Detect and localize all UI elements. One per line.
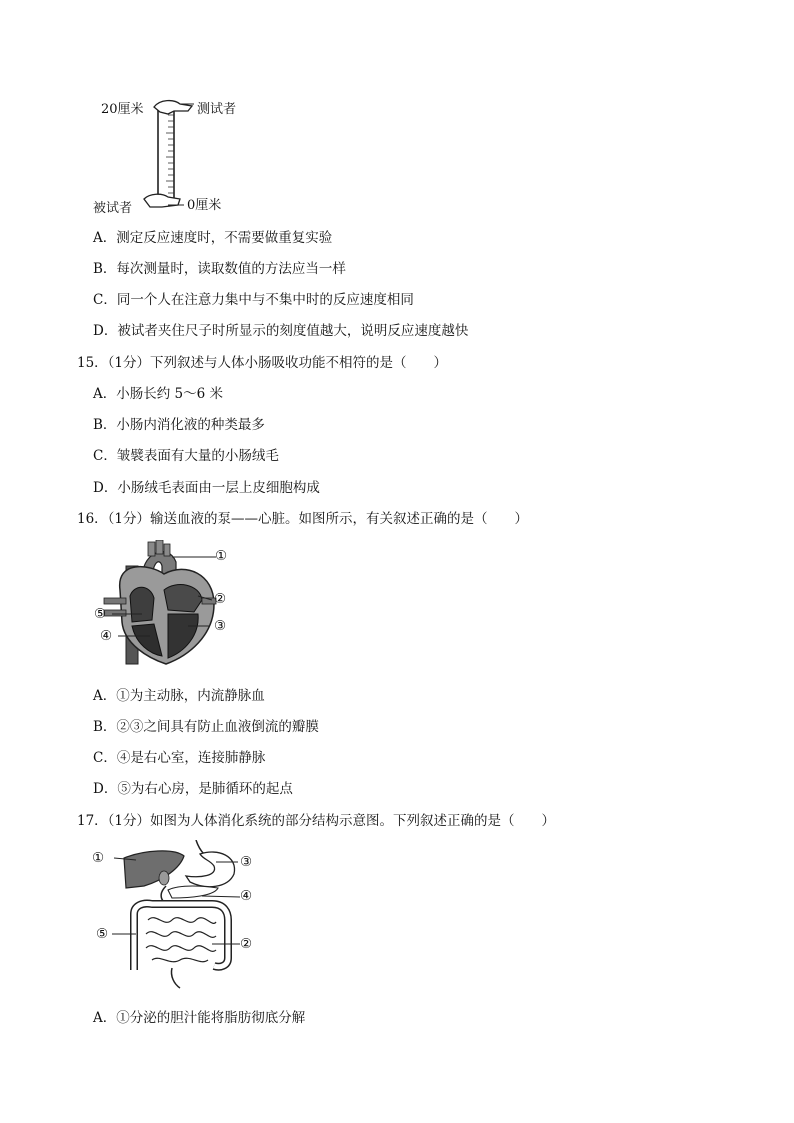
q15-option-c: C．皱襞表面有大量的小肠绒毛 [93,448,279,464]
heart-label-5: ⑤ [94,606,107,622]
q16-option-c: C．④是右心室，连接肺静脉 [93,750,266,766]
q17-stem: 17．（1分）如图为人体消化系统的部分结构示意图。下列叙述正确的是（ ） [77,813,556,829]
q15-option-a: A．小肠长约 5～6 米 [93,386,224,402]
ruler-label-bottom: 0厘米 [187,198,222,213]
ruler-label-tester: 测试者 [197,102,237,117]
q14-option-b: B．每次测量时，读取数值的方法应当一样 [93,261,346,277]
heart-label-1: ① [215,548,228,564]
digestive-label-1: ① [92,850,105,866]
heart-label-3: ③ [214,618,227,634]
q17-option-a: A．①分泌的胆汁能将脂肪彻底分解 [93,1010,306,1026]
digestive-label-4: ④ [240,888,253,904]
q14-option-d: D．被试者夹住尺子时所显示的刻度值越大，说明反应速度越快 [93,323,469,339]
q16-stem: 16．（1分）输送血液的泵——心脏。如图所示，有关叙述正确的是（ ） [77,511,529,527]
q15-option-d: D．小肠绒毛表面由一层上皮细胞构成 [93,480,320,496]
q15-stem: 15．（1分）下列叙述与人体小肠吸收功能不相符的是（ ） [77,355,448,371]
ruler-label-subject: 被试者 [93,201,133,216]
digestive-label-2: ② [240,936,253,952]
heart-label-2: ② [214,591,227,607]
q14-option-c: C．同一个人在注意力集中与不集中时的反应速度相同 [93,292,414,308]
q16-option-b: B．②③之间具有防止血液倒流的瓣膜 [93,719,319,735]
q14-option-a: A．测定反应速度时，不需要做重复实验 [93,230,333,246]
digestive-diagram [100,840,260,990]
q16-option-d: D．⑤为右心房，是肺循环的起点 [93,781,293,797]
q15-option-b: B．小肠内消化液的种类最多 [93,417,265,433]
digestive-label-5: ⑤ [96,926,109,942]
q16-option-a: A．①为主动脉，内流静脉血 [93,688,265,704]
digestive-label-3: ③ [240,854,253,870]
ruler-label-top: 20厘米 [101,102,144,117]
digestive-illustration [100,840,260,990]
heart-label-4: ④ [100,628,113,644]
